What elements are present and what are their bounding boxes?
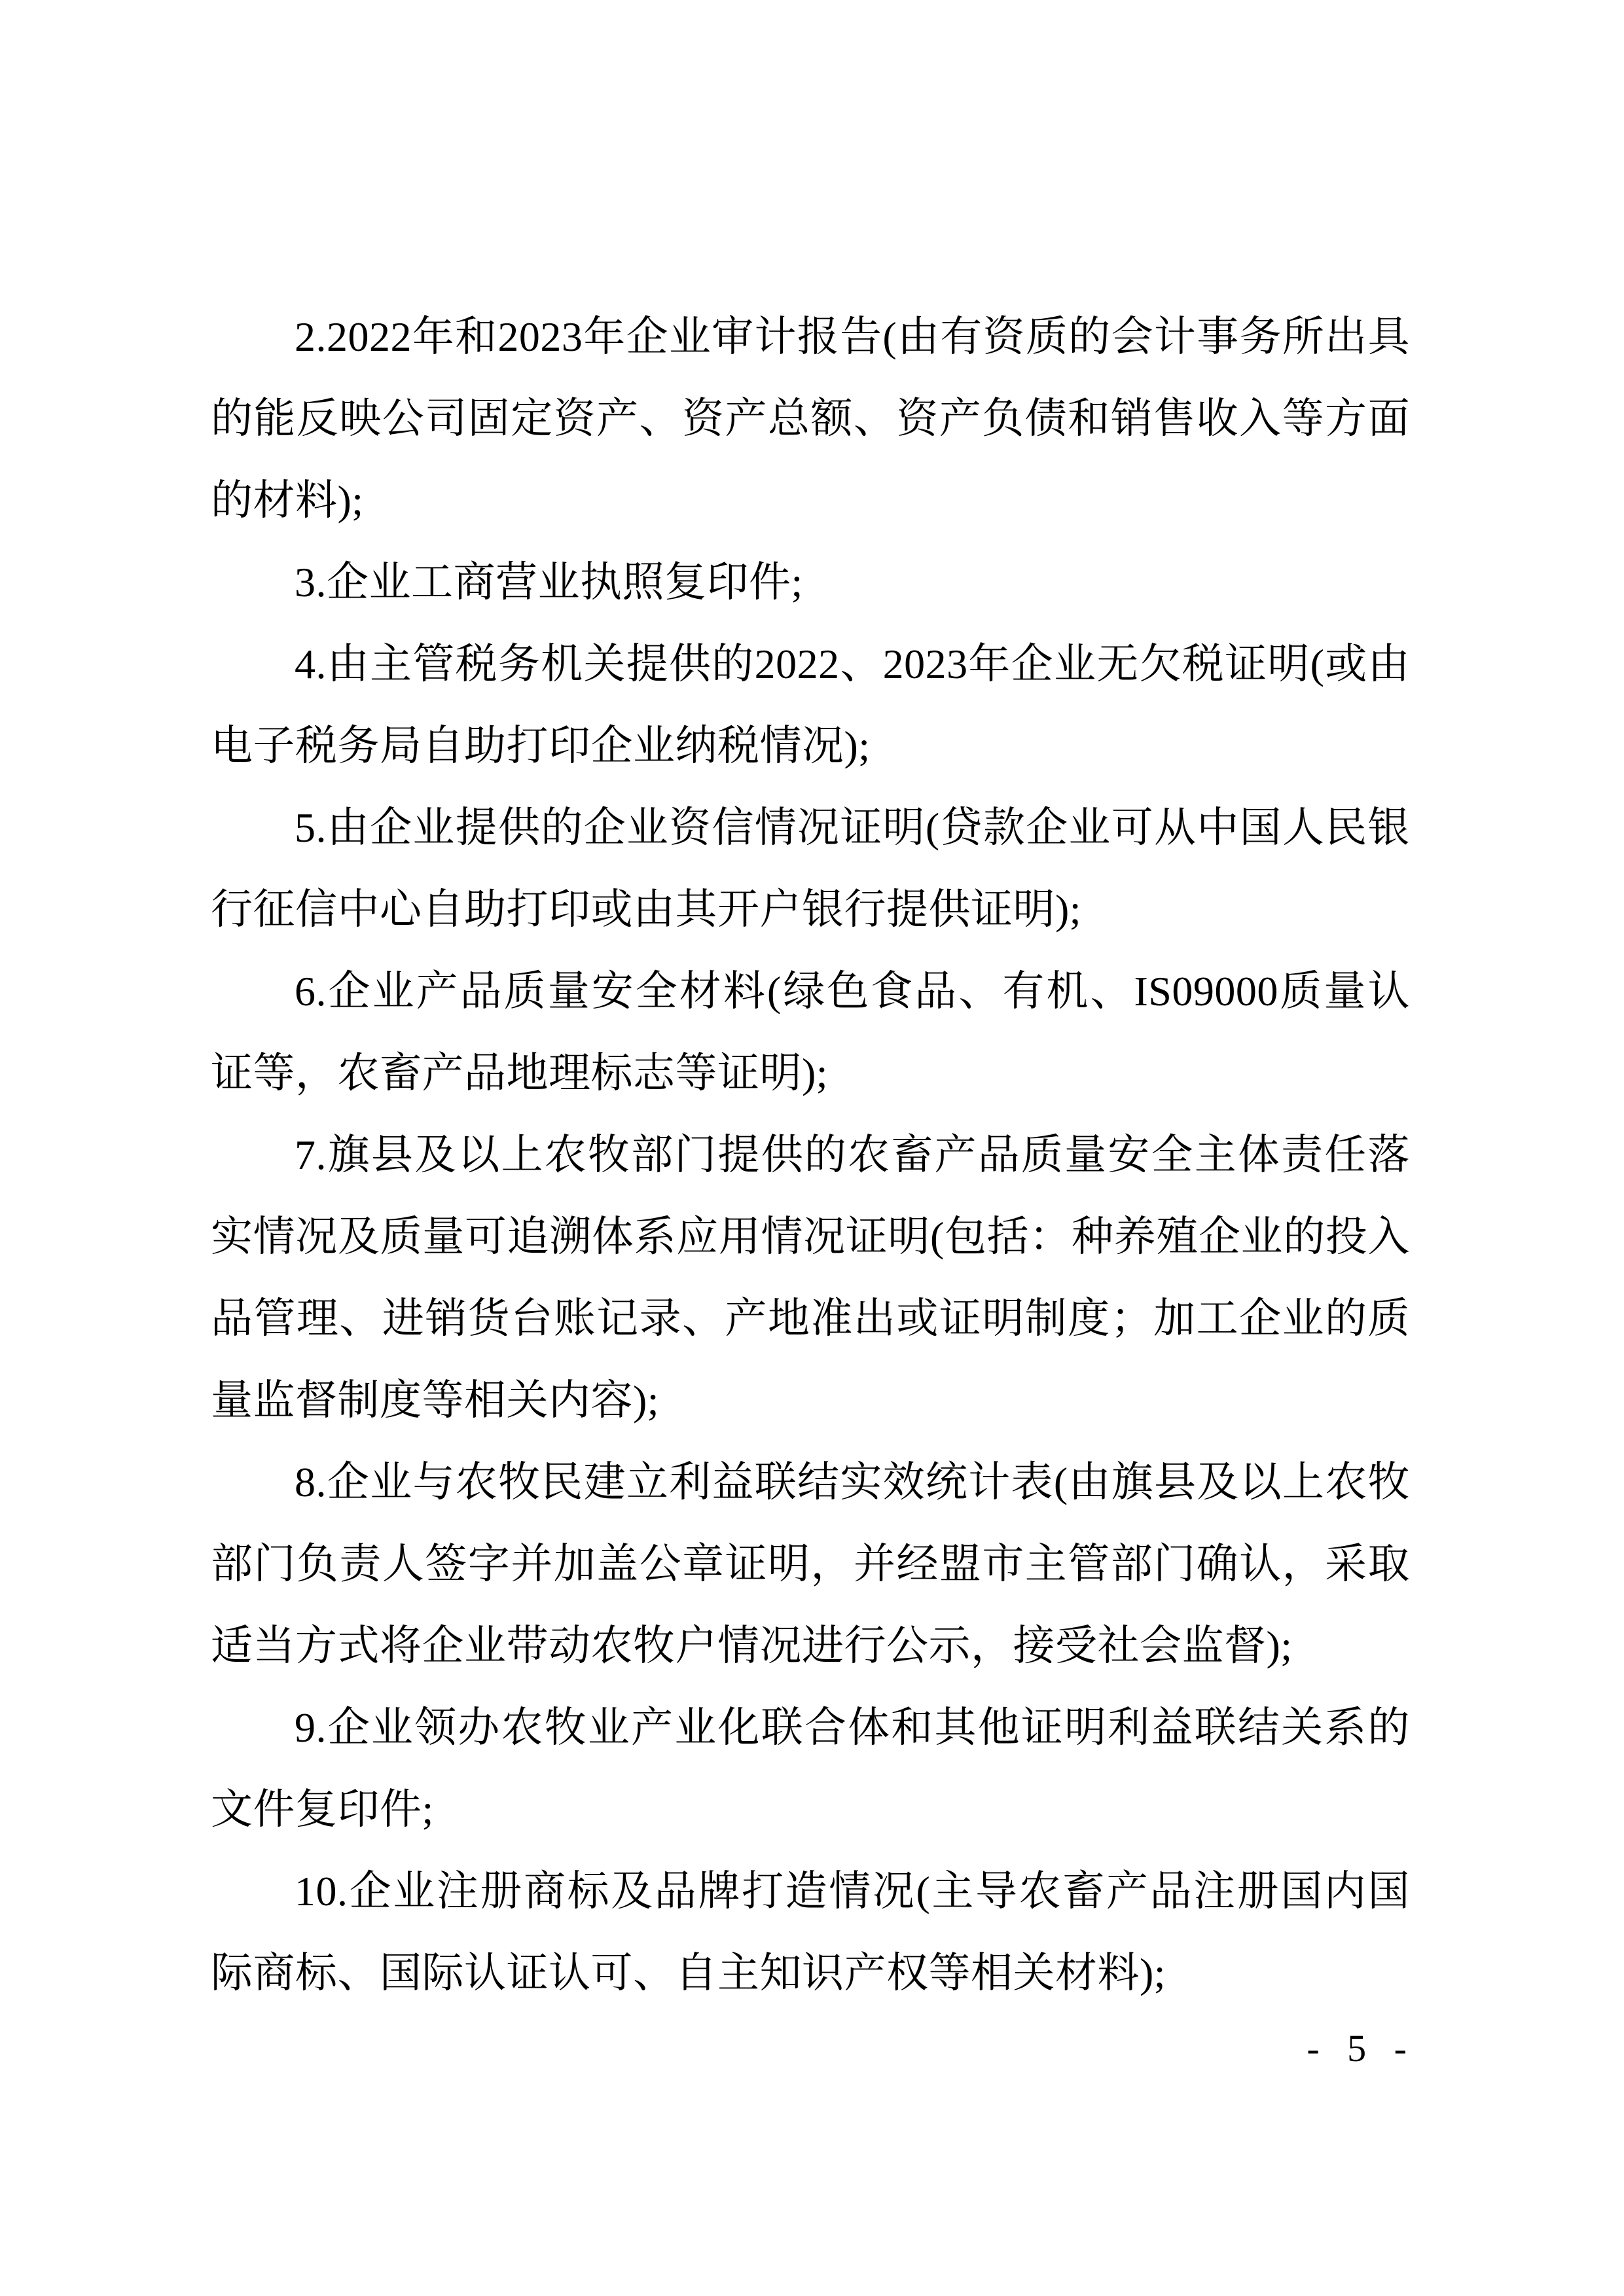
body-paragraph: 7.旗县及以上农牧部门提供的农畜产品质量安全主体责任落实情况及质量可追溯体系应用情况证明(包括：种养殖企业的投入品管理、进销货台账记录、产地准出或证明制度；加工企业的质量监督制度等相关内容);: [211, 1132, 1410, 1424]
body-paragraph: 8.企业与农牧民建立利益联结实效统计表(由旗县及以上农牧部门负责人签字并加盖公章证明，并经盟市主管部门确认，采取适当方式将企业带动农牧户情况进行公示，接受社会监督);: [211, 1459, 1410, 1669]
body-paragraph: 4.由主管税务机关提供的2022、2023年企业无欠税证明(或由电子税务局自助打印企业纳税情况);: [211, 641, 1410, 769]
body-paragraph: 5.由企业提供的企业资信情况证明(贷款企业可从中国人民银行征信中心自助打印或由其开户银行提供证明);: [211, 804, 1410, 933]
body-paragraph: 6.企业产品质量安全材料(绿色食品、有机、IS09000质量认证等，农畜产品地理标志等证明);: [211, 968, 1410, 1096]
document-body: [211, 296, 1410, 2014]
page-number: - 5 -: [1307, 2027, 1416, 2070]
body-paragraph: 9.企业领办农牧业产业化联合体和其他证明利益联结关系的文件复印件;: [211, 1704, 1410, 1833]
body-paragraph: 2.2022年和2023年企业审计报告(由有资质的会计事务所出具的能反映公司固定资产、资产总额、资产负债和销售收入等方面的材料);: [211, 314, 1410, 524]
body-paragraph: 10.企业注册商标及品牌打造情况(主导农畜产品注册国内国际商标、国际认证认可、自主知识产权等相关材料);: [211, 1868, 1410, 1996]
body-paragraph: 3.企业工商营业执照复印件;: [295, 559, 803, 605]
